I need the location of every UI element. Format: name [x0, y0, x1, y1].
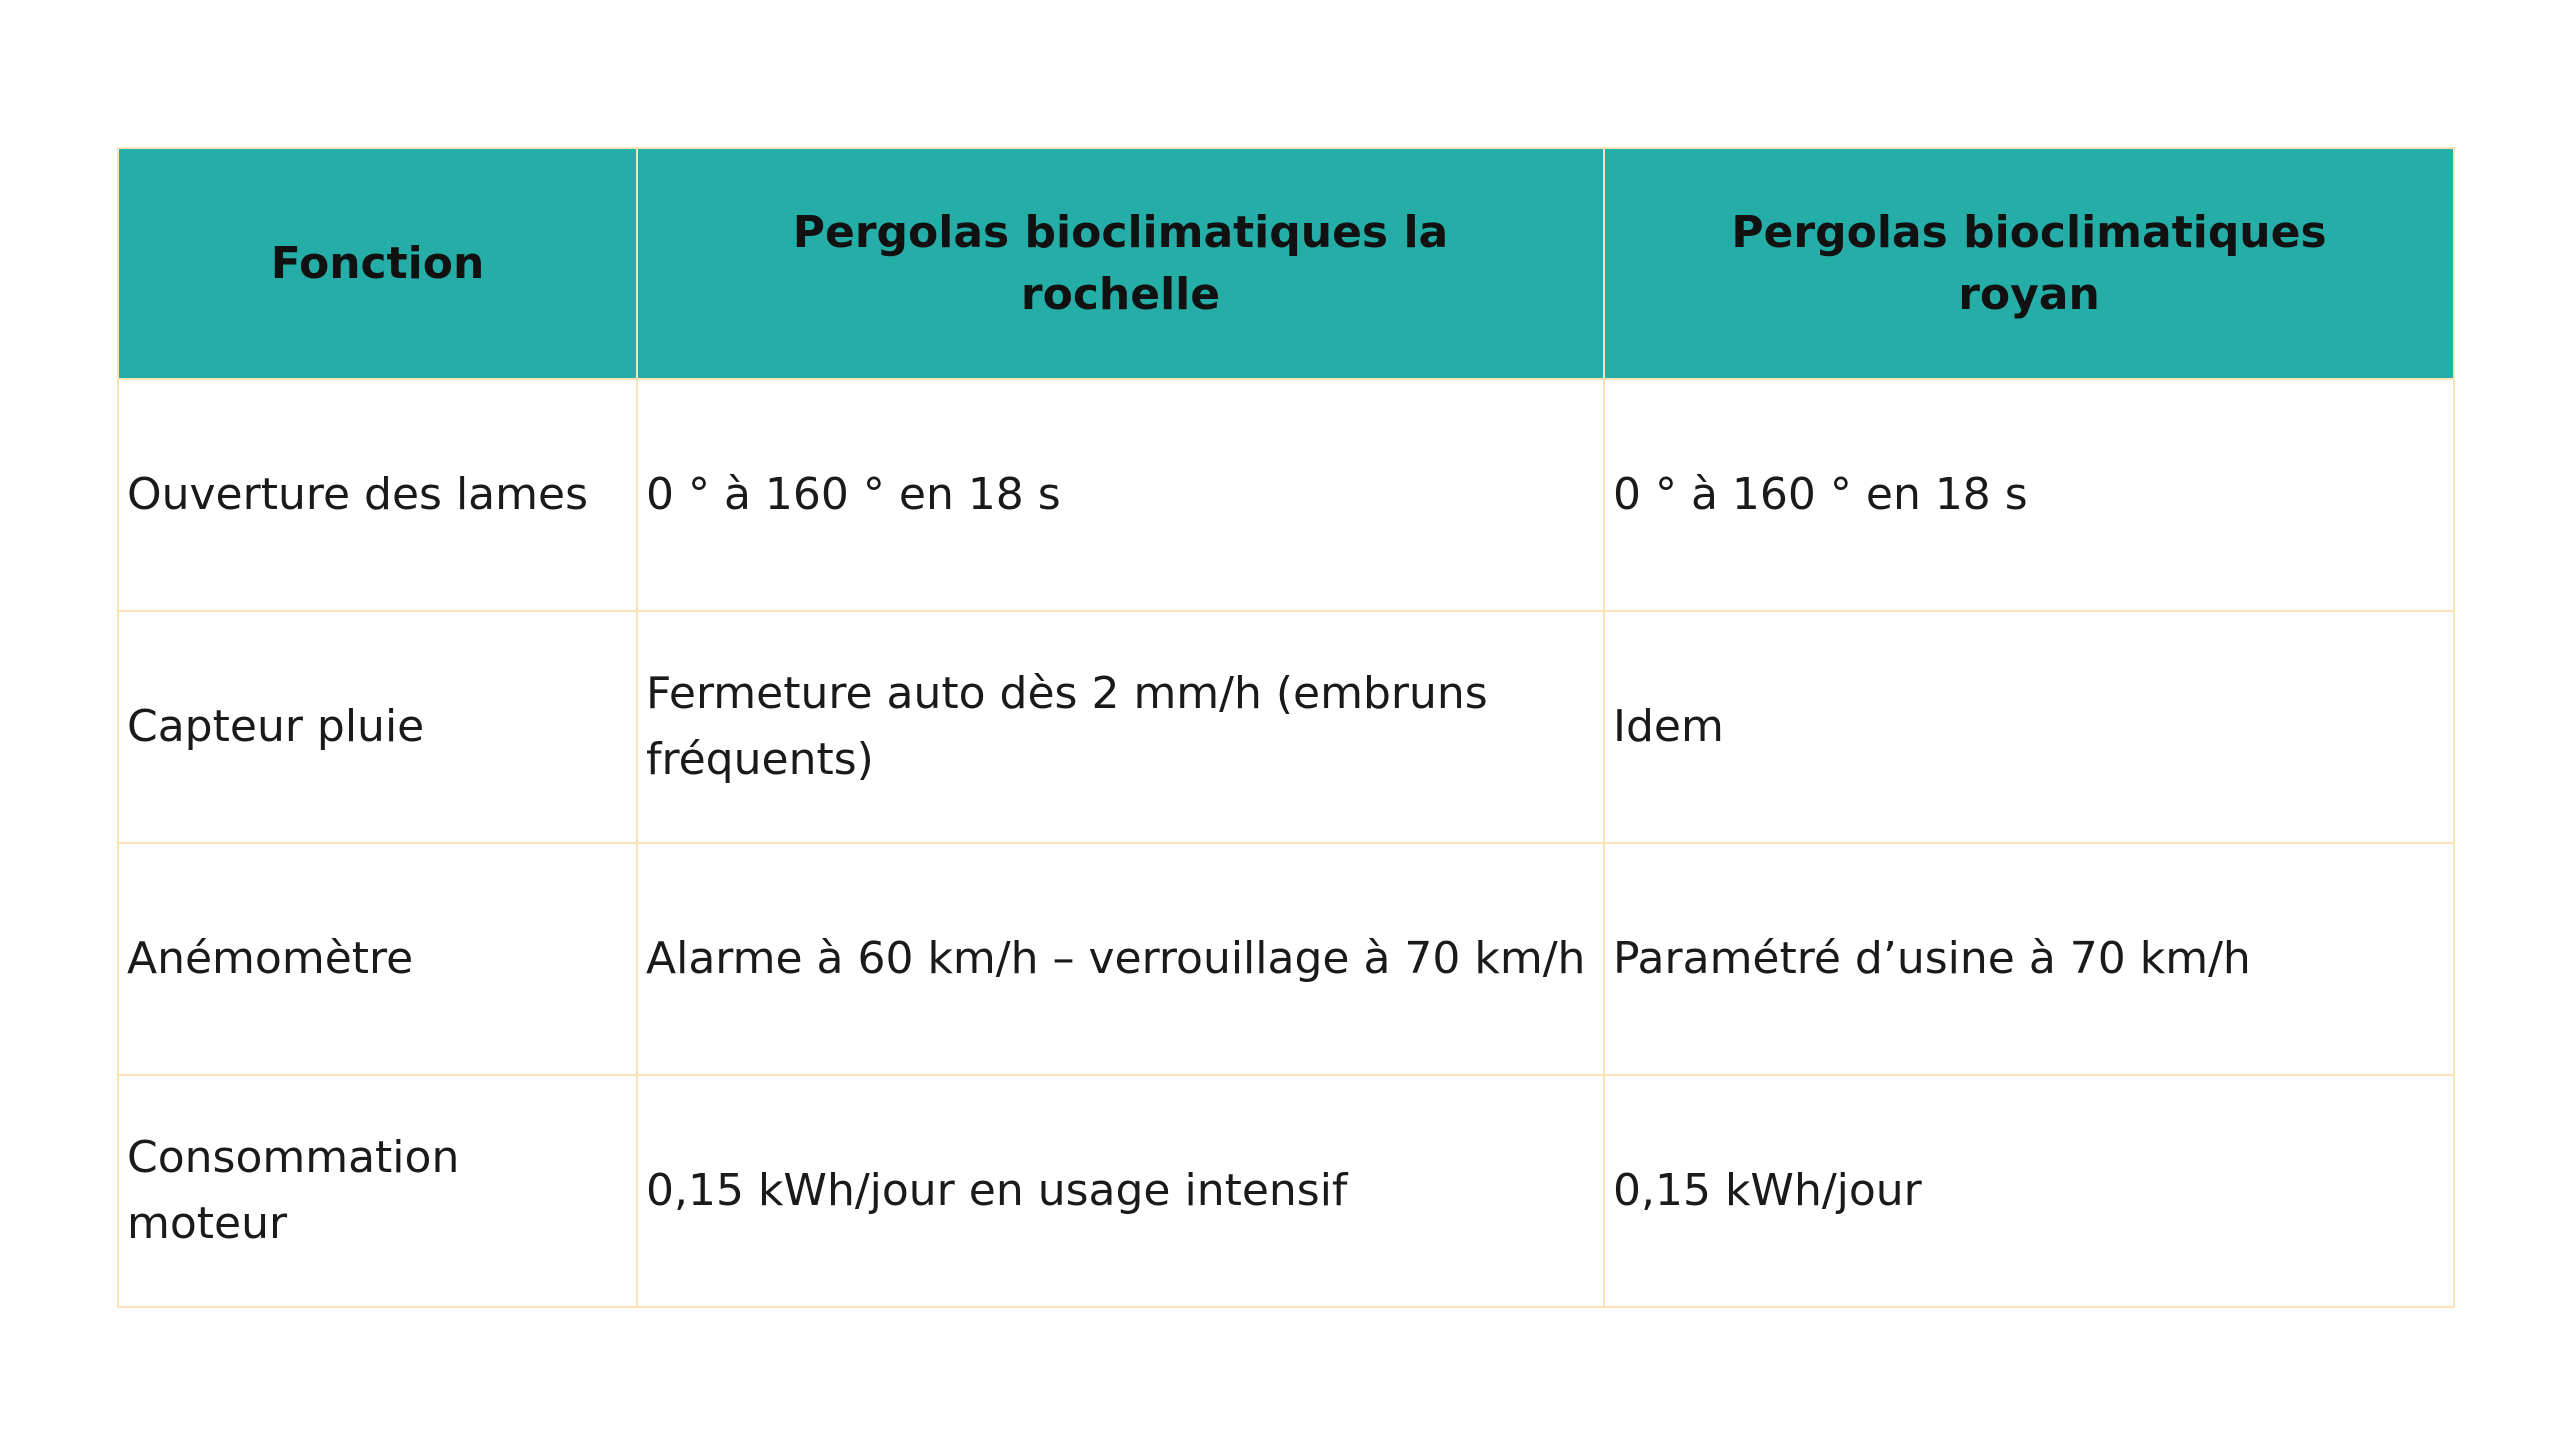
cell-royan: 0 ° à 160 ° en 18 s	[1604, 379, 2454, 611]
cell-la-rochelle: 0,15 kWh/jour en usage intensif	[637, 1075, 1604, 1307]
cell-function: Consommation moteur	[118, 1075, 637, 1307]
cell-royan: 0,15 kWh/jour	[1604, 1075, 2454, 1307]
cell-la-rochelle: 0 ° à 160 ° en 18 s	[637, 379, 1604, 611]
cell-royan: Idem	[1604, 611, 2454, 843]
cell-la-rochelle: Fermeture auto dès 2 mm/h (embruns fréquents)	[637, 611, 1604, 843]
header-royan: Pergolas bioclimatiques royan	[1604, 148, 2454, 379]
header-row	[118, 148, 2454, 379]
header-la-rochelle: Pergolas bioclimatiques la rochelle	[637, 148, 1604, 379]
table-body	[118, 379, 2454, 1307]
cell-function: Capteur pluie	[118, 611, 637, 843]
table-header	[118, 148, 2454, 379]
cell-royan: Paramétré d’usine à 70 km/h	[1604, 843, 2454, 1075]
cell-function: Ouverture des lames	[118, 379, 637, 611]
table-row	[118, 843, 2454, 1075]
cell-function: Anémomètre	[118, 843, 637, 1075]
cell-la-rochelle: Alarme à 60 km/h – verrouillage à 70 km/h	[637, 843, 1604, 1075]
header-fonction: Fonction	[118, 148, 637, 379]
table-row	[118, 379, 2454, 611]
table-row	[118, 1075, 2454, 1307]
comparison-table	[117, 147, 2455, 1308]
table-row	[118, 611, 2454, 843]
